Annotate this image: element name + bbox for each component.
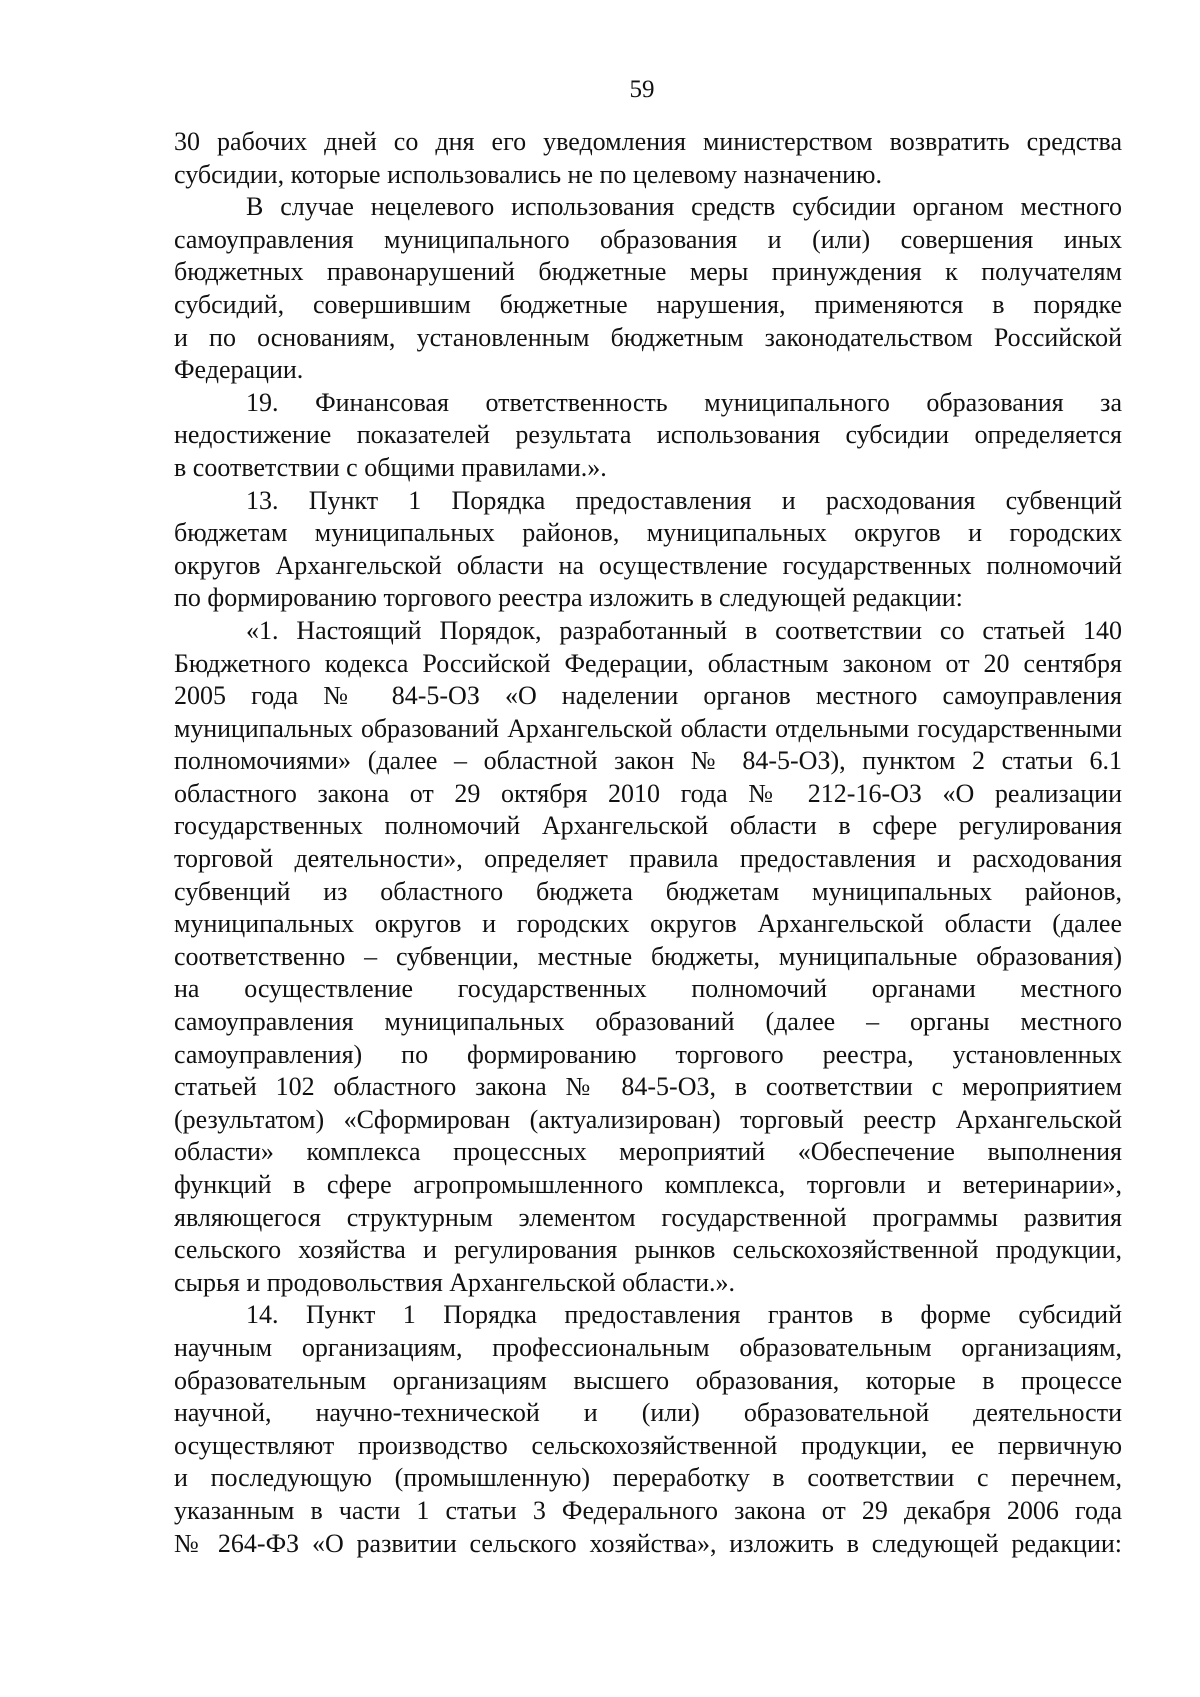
text-line: образовательным организациям высшего образования, которые в процессе (174, 1365, 1122, 1395)
text-line: торговой деятельности», определяет правила предоставления и расходования (174, 844, 1122, 874)
text-line: бюджетам муниципальных районов, муниципальных округов и городских (174, 518, 1122, 548)
text-line: научным организациям, профессиональным образовательным организациям, (174, 1332, 1122, 1362)
text-line: указанным в части 1 статьи 3 Федерального закона от 29 декабря 2006 года (174, 1495, 1122, 1525)
text-line: самоуправления муниципальных образований (далее – органы местного (174, 1007, 1122, 1037)
text-line: области» комплекса процессных мероприятий «Обеспечение выполнения (174, 1137, 1122, 1167)
text-line: № 264-ФЗ «О развитии сельского хозяйства», изложить в следующей редакции: (174, 1528, 1122, 1558)
text-line: областного закона от 29 октября 2010 года № 212-16-ОЗ «О реализации (174, 778, 1122, 808)
page-number: 59 (629, 76, 655, 103)
text-line: 19. Финансовая ответственность муниципального образования за (246, 387, 1122, 417)
text-line: статьей 102 областного закона № 84-5-ОЗ, в соответствии с мероприятием (174, 1072, 1122, 1102)
text-line: 13. Пункт 1 Порядка предоставления и расходования субвенций (246, 485, 1122, 515)
text-line: на осуществление государственных полномочий органами местного (174, 974, 1122, 1004)
text-line: сырья и продовольствия Архангельской области.». (174, 1267, 736, 1297)
text-line: 14. Пункт 1 Порядка предоставления грантов в форме субсидий (246, 1300, 1122, 1330)
document-body (174, 126, 1122, 1560)
text-line: являющегося структурным элементом государственной программы развития (174, 1202, 1122, 1232)
text-line: сельского хозяйства и регулирования рынков сельскохозяйственной продукции, (174, 1235, 1122, 1265)
text-line: субвенций из областного бюджета бюджетам муниципальных районов, (174, 876, 1122, 906)
text-line: бюджетных правонарушений бюджетные меры принуждения к получателям (174, 257, 1122, 287)
text-line: субсидии, которые использовались не по целевому назначению. (174, 159, 882, 189)
text-line: недостижение показателей результата использования субсидии определяется (174, 420, 1122, 450)
text-line: «1. Настоящий Порядок, разработанный в соответствии со статьей 140 (246, 615, 1122, 645)
text-line: по формированию торгового реестра изложить в следующей редакции: (174, 583, 963, 613)
text-line: в соответствии с общими правилами.». (174, 452, 607, 482)
text-line: функций в сфере агропромышленного комплекса, торговли и ветеринарии», (174, 1170, 1122, 1199)
text-line: муниципальных образований Архангельской области отдельными государственными (174, 713, 1122, 743)
text-line: самоуправления муниципального образования и (или) совершения иных (174, 224, 1122, 254)
text-line: полномочиями» (далее – областной закон № 84-5-ОЗ), пунктом 2 статьи 6.1 (174, 746, 1122, 776)
text-line: округов Архангельской области на осуществление государственных полномочий (174, 550, 1122, 580)
text-line: Бюджетного кодекса Российской Федерации, областным законом от 20 сентября (174, 648, 1122, 678)
text-line: 30 рабочих дней со дня его уведомления министерством возвратить средства (174, 127, 1122, 156)
text-line: Федерации. (174, 355, 304, 385)
text-line: 2005 года № 84-5-ОЗ «О наделении органов местного самоуправления (174, 681, 1122, 711)
text-line: научной, научно-технической и (или) образовательной деятельности (174, 1398, 1122, 1428)
text-line: самоуправления) по формированию торгового реестра, установленных (174, 1039, 1122, 1069)
text-line: и по основаниям, установленным бюджетным законодательством Российской (174, 322, 1122, 352)
text-line: (результатом) «Сформирован (актуализирован) торговый реестр Архангельской (174, 1104, 1122, 1134)
text-line: осуществляют производство сельскохозяйственной продукции, ее первичную (174, 1430, 1122, 1460)
text-line: и последующую (промышленную) переработку в соответствии с перечнем, (174, 1463, 1122, 1493)
text-line: соответственно – субвенции, местные бюджеты, муниципальные образования) (174, 941, 1122, 971)
text-line: муниципальных округов и городских округов Архангельской области (далее (174, 909, 1122, 939)
text-line: государственных полномочий Архангельской области в сфере регулирования (174, 811, 1122, 841)
text-line: субсидий, совершившим бюджетные нарушения, применяются в порядке (174, 289, 1122, 319)
text-line: В случае нецелевого использования средств субсидии органом местного (246, 192, 1122, 222)
